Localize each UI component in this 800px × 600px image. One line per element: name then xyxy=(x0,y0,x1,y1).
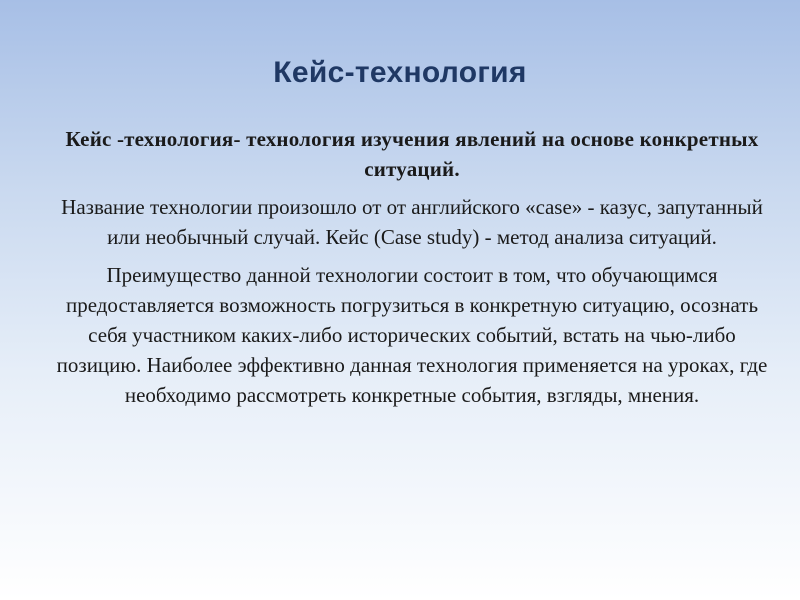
origin-paragraph: Название технологии произошло от от английского «case» - казус, запутанный или необычный случай. Кейс (Case study) - метод анализа ситуаций. xyxy=(61,195,763,249)
definition-paragraph: Кейс -технология- технология изучения явлений на основе конкретных ситуаций. xyxy=(65,127,759,181)
slide-title: Кейс-технология xyxy=(273,56,527,89)
slide-body xyxy=(52,124,772,418)
advantage-paragraph: Преимущество данной технологии состоит в том, что обучающимся предоставляется возможность погрузиться в конкретную ситуацию, осознать себя участником каких-либо исторических событий, встать на чью-либо позицию. Наиболее эффективно данная технология применяется на уроках, где необходимо рассмотреть конкретные события, взгляды, мнения. xyxy=(56,263,768,407)
